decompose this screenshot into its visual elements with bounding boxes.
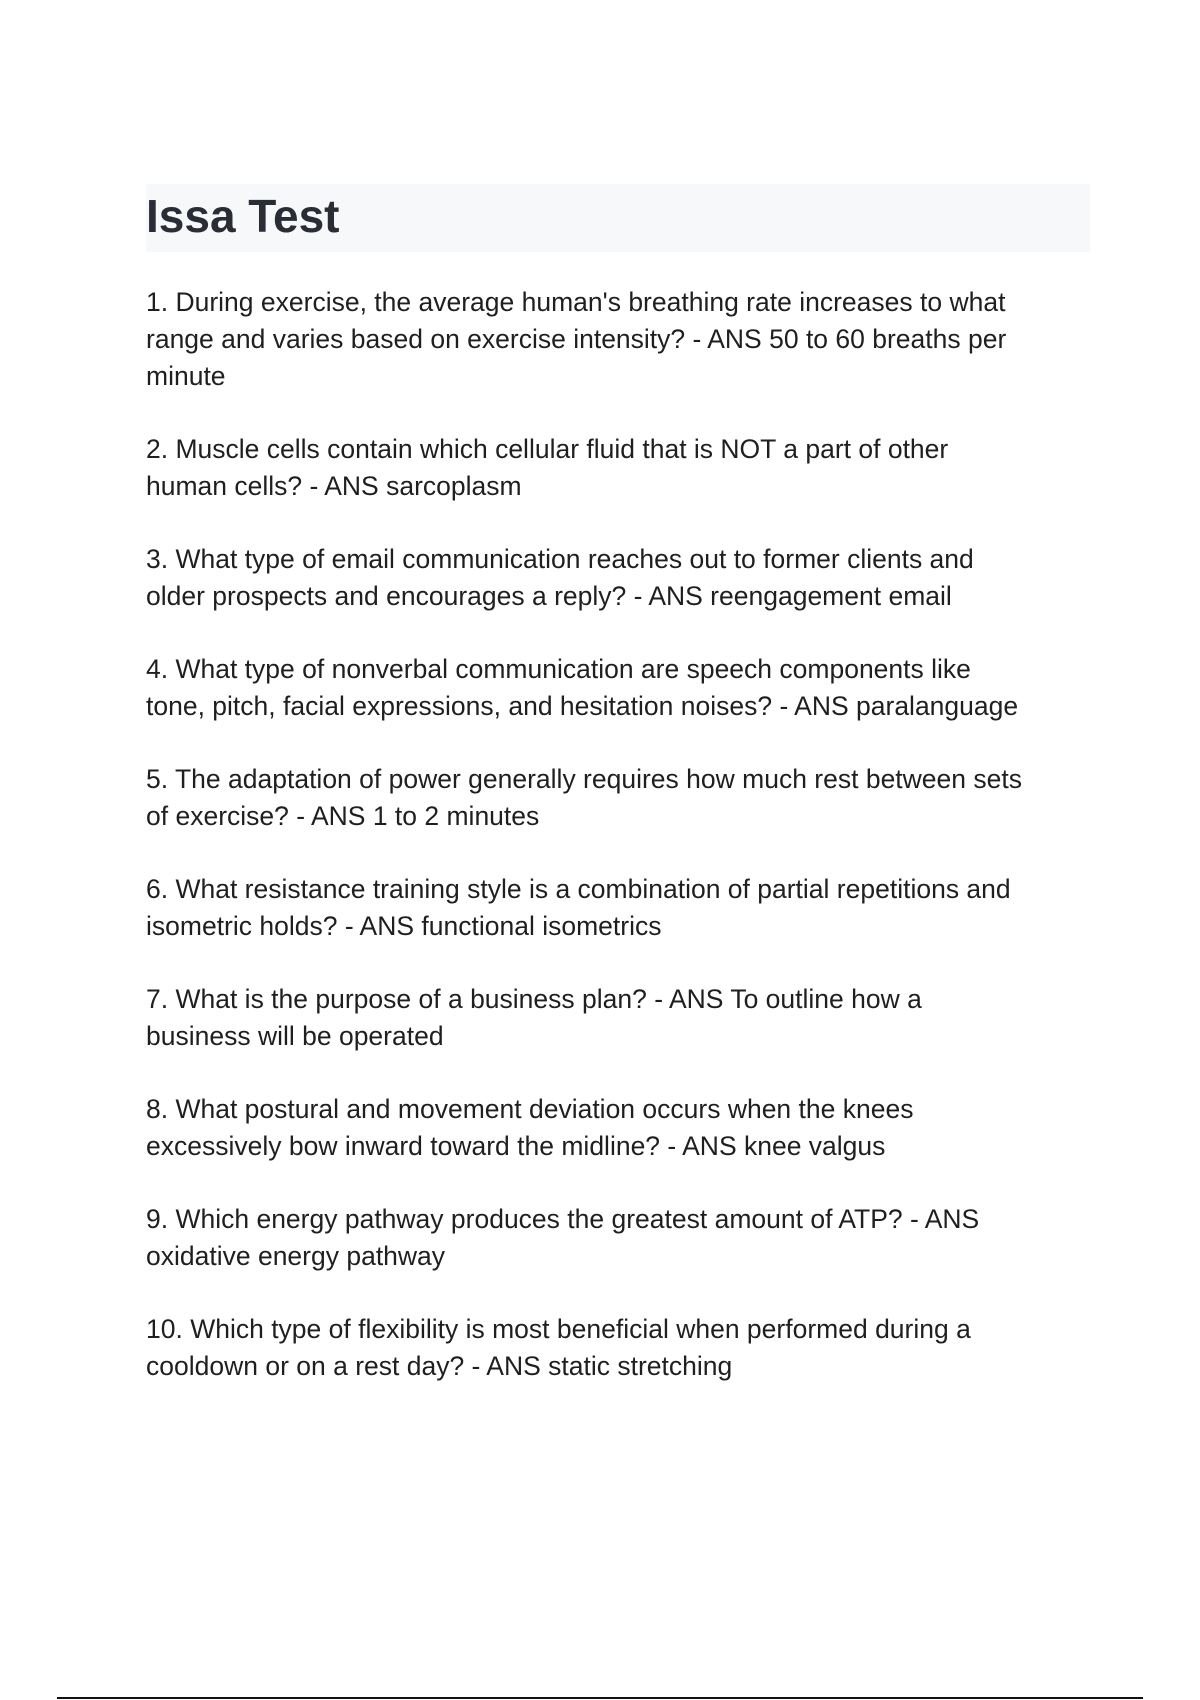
bottom-divider	[57, 1697, 1143, 1699]
document-title: Issa Test	[146, 190, 340, 242]
question-item-7: 7. What is the purpose of a business plan? - ANS To outline how a business will be operated	[146, 984, 922, 1051]
question-item-6: 6. What resistance training style is a combination of partial repetitions and isometric holds? - ANS functional isometrics	[146, 874, 1011, 941]
question-item-8: 8. What postural and movement deviation occurs when the knees excessively bow inward toward the midline? - ANS knee valgus	[146, 1094, 914, 1161]
question-item-3: 3. What type of email communication reaches out to former clients and older prospects and encourages a reply? - ANS reengagement email	[146, 544, 974, 611]
question-item-4: 4. What type of nonverbal communication are speech components like tone, pitch, facial expressions, and hesitation noises? - ANS paralanguage	[146, 654, 1019, 721]
title-banner	[146, 184, 1090, 252]
question-list	[146, 284, 1096, 1421]
question-item-2: 2. Muscle cells contain which cellular fluid that is NOT a part of other human cells? - ANS sarcoplasm	[146, 434, 949, 501]
question-item-9: 9. Which energy pathway produces the greatest amount of ATP? - ANS oxidative energy pathway	[146, 1204, 980, 1271]
question-item-10: 10. Which type of flexibility is most beneficial when performed during a cooldown or on a rest day? - ANS static stretching	[146, 1314, 971, 1381]
question-item-1: 1. During exercise, the average human's breathing rate increases to what range and varies based on exercise intensity? - ANS 50 to 60 breaths per minute	[146, 287, 1007, 391]
question-item-5: 5. The adaptation of power generally requires how much rest between sets of exercise? - ANS 1 to 2 minutes	[146, 764, 1022, 831]
